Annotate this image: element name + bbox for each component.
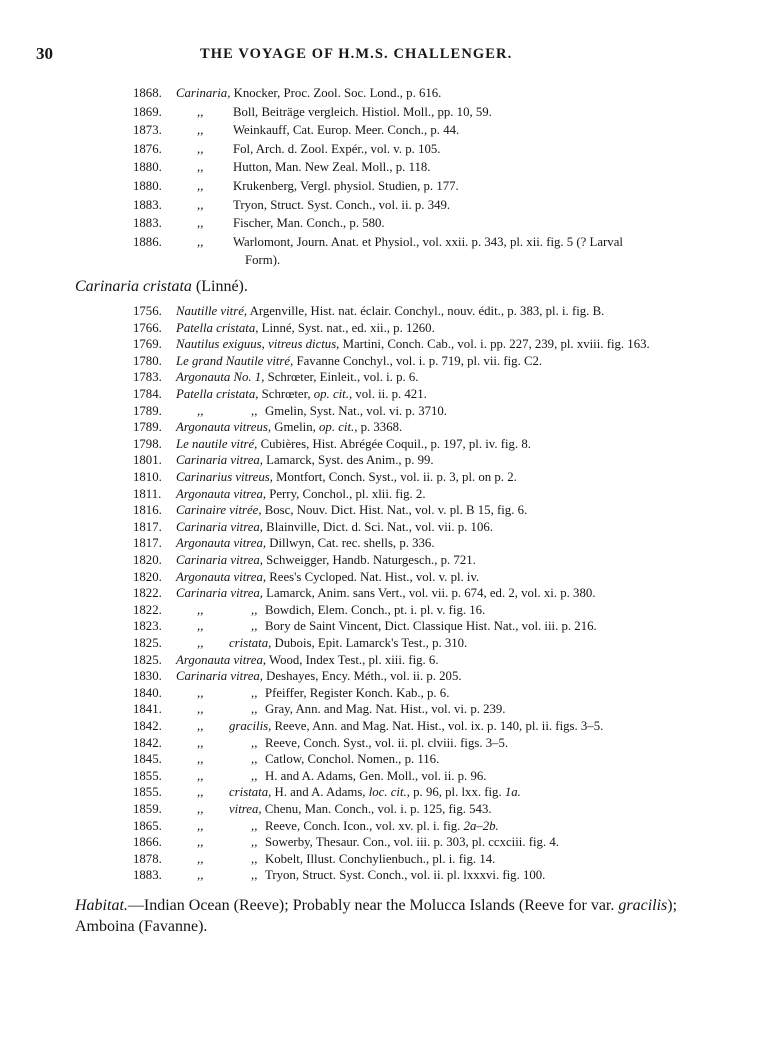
citation-text: Sowerby, Thesaur. Con., vol. iii. p. 303, pl. ccxciii. fig. 4. [265, 835, 559, 850]
reference-citation [265, 602, 485, 619]
reference-citation [265, 685, 449, 702]
ditto-mark: ,, [197, 868, 204, 883]
ditto-mark: ,, [197, 234, 204, 249]
reference-year: 1780. [133, 353, 162, 368]
citation-text: Knocker, Proc. Zool. Soc. Lond., p. 616. [230, 86, 442, 100]
reference-citation [176, 535, 435, 552]
page-number: 30 [36, 44, 53, 63]
ditto-mark: ,, [197, 768, 204, 783]
reference-year: 1822. [133, 586, 162, 601]
taxon-name: op. cit. [313, 387, 349, 401]
reference-year: 1798. [133, 436, 162, 451]
citation-text: Rees's Cycloped. Nat. Hist., vol. v. pl. iv. [266, 569, 480, 584]
citation-continuation: Form). [245, 253, 281, 268]
citation-text: Catlow, Conchol. Nomen., p. 116. [265, 752, 440, 767]
reference-citation [265, 701, 506, 718]
habitat-text: —Indian Ocean (Reeve); Probably near the Molucca Islands (Reeve for var. [127, 897, 619, 914]
reference-citation [176, 452, 434, 469]
taxon-name: Carinaire vitrée, [176, 503, 262, 518]
habitat-paragraph [75, 895, 715, 937]
ditto-mark: ,, [251, 768, 258, 783]
reference-year: 1841. [133, 702, 162, 717]
citation-text: Krukenberg, Vergl. physiol. Studien, p. 177. [233, 179, 459, 193]
reference-year: 1822. [133, 602, 162, 617]
taxon-name: 2a–2b. [463, 818, 499, 833]
reference-year: 1859. [133, 802, 162, 816]
reference-citation [176, 668, 462, 685]
reference-year: 1820. [133, 569, 162, 584]
reference-year: 1878. [133, 851, 162, 866]
reference-year: 1883. [133, 216, 162, 231]
ditto-mark: ,, [197, 802, 204, 816]
reference-citation [233, 104, 492, 121]
citation-text: Linné, Syst. nat., ed. xii., p. 1260. [258, 320, 435, 335]
taxon-name: 1a. [504, 785, 521, 800]
reference-year: 1876. [133, 141, 162, 156]
reference-year: 1868. [133, 86, 162, 100]
ditto-mark: ,, [197, 636, 204, 650]
taxon-name: Le nautile vitré, [176, 436, 258, 451]
reference-citation [233, 234, 623, 251]
reference-year: 1825. [133, 636, 162, 650]
reference-year: 1855. [133, 785, 162, 800]
ditto-mark: ,, [251, 619, 258, 634]
reference-year: 1840. [133, 685, 162, 700]
reference-year: 1845. [133, 752, 162, 767]
habitat-variety: gracilis [618, 897, 668, 914]
taxon-name: Nautille vitré, [176, 304, 248, 318]
citation-text: Perry, Conchol., pl. xlii. fig. 2. [266, 486, 426, 501]
ditto-mark: ,, [251, 835, 258, 850]
reference-year: 1784. [133, 387, 162, 401]
taxon-name: Argonauta vitrea, [176, 536, 267, 551]
species-heading [75, 278, 248, 296]
reference-citation [233, 197, 450, 214]
reference-citation [176, 419, 402, 436]
reference-citation [265, 834, 559, 851]
species-name: Carinaria cristata [75, 278, 192, 295]
citation-text: Lamarck, Anim. sans Vert., vol. vii. p. 674, ed. 2, vol. xi. p. 380. [262, 586, 596, 601]
ditto-mark: ,, [251, 851, 258, 866]
running-title: THE VOYAGE OF H.M.S. CHALLENGER. [200, 46, 513, 62]
ditto-mark: ,, [251, 702, 258, 717]
taxon-name: vitrea, [229, 802, 262, 816]
citation-text: Schrœter, [258, 387, 314, 401]
ditto-mark: ,, [251, 868, 258, 883]
reference-citation [176, 85, 441, 102]
reference-citation [176, 369, 419, 386]
citation-text: Schweigger, Handb. Naturgesch., p. 721. [262, 553, 476, 567]
reference-year: 1886. [133, 234, 162, 249]
ditto-mark: ,, [251, 602, 258, 617]
reference-citation [233, 215, 385, 232]
taxon-name: Argonauta No. 1, [176, 370, 265, 385]
ditto-mark: ,, [197, 179, 204, 193]
reference-citation [176, 486, 426, 503]
citation-text: Warlomont, Journ. Anat. et Physiol., vol. xxii. p. 343, pl. xii. fig. 5 (? Larval [233, 234, 623, 249]
citation-text: Argenville, Hist. nat. éclair. Conchyl., nouv. édit., p. 383, pl. i. fig. B. [247, 304, 605, 318]
taxon-name: Carinarius vitreus, [176, 470, 273, 484]
ditto-mark: ,, [197, 197, 204, 212]
reference-year: 1830. [133, 669, 162, 684]
reference-citation [176, 336, 650, 353]
reference-citation [176, 652, 439, 669]
citation-text: Reeve, Ann. and Mag. Nat. Hist., vol. ix. p. 140, pl. ii. figs. 3–5. [271, 719, 604, 733]
citation-text: Reeve, Conch. Syst., vol. ii. pl. clviii. figs. 3–5. [265, 735, 509, 750]
ditto-mark: ,, [197, 752, 204, 767]
citation-text: Dillwyn, Cat. rec. shells, p. 336. [266, 536, 435, 551]
citation-text: Fischer, Man. Conch., p. 580. [233, 216, 385, 231]
reference-year: 1820. [133, 553, 162, 567]
taxon-name: cristata, [229, 785, 272, 800]
citation-text: Favanne Conchyl., vol. i. p. 719, pl. vii. fig. C2. [293, 353, 543, 368]
ditto-mark: ,, [251, 403, 258, 418]
citation-text: Martini, Conch. Cab., vol. i. pp. 227, 239, pl. xviii. fig. 163. [339, 337, 650, 352]
citation-text: Gray, Ann. and Mag. Nat. Hist., vol. vi. p. 239. [265, 702, 506, 717]
taxon-name: Patella cristata, [176, 387, 259, 401]
ditto-mark: ,, [197, 403, 204, 418]
taxon-name: loc. cit. [368, 785, 407, 800]
reference-citation [265, 818, 499, 835]
reference-year: 1823. [133, 619, 162, 634]
reference-citation [229, 635, 467, 652]
ditto-mark: ,, [197, 719, 204, 733]
citation-text: Bosc, Nouv. Dict. Hist. Nat., vol. v. pl. B 15, fig. 6. [261, 503, 528, 518]
reference-citation [176, 552, 476, 569]
reference-year: 1880. [133, 179, 162, 193]
citation-text: Bowdich, Elem. Conch., pt. i. pl. v. fig. 16. [265, 602, 486, 617]
reference-citation [176, 353, 542, 370]
taxon-name: Argonauta vitrea, [176, 652, 267, 667]
ditto-mark: ,, [197, 141, 204, 156]
citation-text: Blainville, Dict. d. Sci. Nat., vol. vii. p. 106. [262, 519, 493, 534]
reference-citation [233, 141, 440, 158]
reference-year: 1783. [133, 370, 162, 385]
reference-year: 1810. [133, 470, 162, 484]
reference-citation [265, 751, 439, 768]
reference-citation [176, 386, 427, 403]
reference-year: 1817. [133, 536, 162, 551]
citation-text: Tryon, Struct. Syst. Conch., vol. ii. p. 349. [233, 197, 451, 212]
ditto-mark: ,, [197, 123, 204, 138]
reference-citation [229, 801, 492, 818]
reference-year: 1869. [133, 104, 162, 119]
reference-citation [265, 735, 508, 752]
species-author: (Linné). [191, 278, 248, 295]
reference-citation [233, 178, 459, 195]
citation-text: , p. 96, pl. lxx. fig. [406, 785, 505, 800]
citation-text: Gmelin, [271, 420, 320, 435]
reference-citation [233, 159, 431, 176]
reference-citation [176, 585, 595, 602]
reference-citation [176, 436, 531, 453]
taxon-name: Argonauta vitrea, [176, 486, 267, 501]
reference-year: 1865. [133, 818, 162, 833]
reference-year: 1801. [133, 453, 162, 468]
citation-text: Lamarck, Syst. des Anim., p. 99. [262, 453, 434, 468]
ditto-mark: ,, [197, 818, 204, 833]
ditto-mark: ,, [197, 104, 204, 119]
reference-year: 1811. [133, 486, 162, 501]
citation-text: Kobelt, Illust. Conchylienbuch., pl. i. fig. 14. [265, 851, 496, 866]
reference-citation [233, 122, 459, 139]
reference-citation [265, 851, 495, 868]
reference-citation [176, 469, 517, 486]
citation-text: Wood, Index Test., pl. xiii. fig. 6. [266, 652, 439, 667]
citation-text: Weinkauff, Cat. Europ. Meer. Conch., p. 44. [233, 123, 460, 138]
reference-citation [265, 618, 597, 635]
reference-year: 1842. [133, 719, 162, 733]
taxon-name: gracilis, [229, 719, 272, 733]
citation-text: , p. 3368. [354, 420, 403, 435]
citation-text: Pfeiffer, Register Konch. Kab., p. 6. [265, 685, 450, 700]
citation-text: H. and A. Adams, Gen. Moll., vol. ii. p. 96. [265, 768, 487, 783]
taxon-name: Nautilus exiguus, vitreus dictus, [176, 337, 340, 352]
citation-text: Hutton, Man. New Zeal. Moll., p. 118. [233, 160, 431, 175]
citation-text: Tryon, Struct. Syst. Conch., vol. ii. pl. lxxxvi. fig. 100. [265, 868, 546, 883]
reference-year: 1883. [133, 868, 162, 883]
taxon-name: Carinaria vitrea, [176, 553, 263, 567]
reference-citation [176, 320, 435, 337]
citation-text: Gmelin, Syst. Nat., vol. vi. p. 3710. [265, 403, 447, 418]
taxon-name: Argonauta vitrea, [176, 569, 267, 584]
taxon-name: Carinaria vitrea, [176, 519, 263, 534]
ditto-mark: ,, [197, 160, 204, 175]
citation-text: Dubois, Epit. Lamarck's Test., p. 310. [271, 636, 468, 650]
ditto-mark: ,, [251, 752, 258, 767]
taxon-name: Carinaria, [176, 86, 231, 100]
reference-citation [229, 784, 521, 801]
citation-text: Deshayes, Ency. Méth., vol. ii. p. 205. [262, 669, 462, 684]
ditto-mark: ,, [197, 685, 204, 700]
habitat-text-end: ); Amboina (Favanne). [75, 897, 678, 935]
taxon-name: Le grand Nautile vitré, [176, 353, 294, 368]
reference-year: 1817. [133, 519, 162, 534]
ditto-mark: ,, [197, 702, 204, 717]
reference-citation [265, 867, 545, 884]
taxon-name: Argonauta vitreus, [176, 420, 272, 435]
reference-year: 1880. [133, 160, 162, 175]
reference-year: 1873. [133, 123, 162, 138]
taxon-name: Patella cristata, [176, 320, 259, 335]
ditto-mark: ,, [251, 818, 258, 833]
citation-text: Cubières, Hist. Abrégée Coquil., p. 197, pl. iv. fig. 8. [257, 436, 531, 451]
reference-year: 1842. [133, 735, 162, 750]
reference-year: 1789. [133, 403, 162, 418]
taxon-name: cristata, [229, 636, 272, 650]
habitat-label: Habitat. [75, 897, 128, 914]
reference-year: 1883. [133, 197, 162, 212]
reference-citation [176, 569, 479, 586]
ditto-mark: ,, [197, 619, 204, 634]
reference-year: 1816. [133, 503, 162, 518]
reference-citation [176, 303, 604, 320]
reference-year: 1766. [133, 320, 162, 335]
reference-year: 1825. [133, 652, 162, 667]
taxon-name: Carinaria vitrea, [176, 453, 263, 468]
citation-text: Boll, Beiträge vergleich. Histiol. Moll., pp. 10, 59. [233, 104, 492, 119]
ditto-mark: ,, [251, 685, 258, 700]
reference-year: 1855. [133, 768, 162, 783]
reference-citation [229, 718, 603, 735]
taxon-name: op. cit. [319, 420, 355, 435]
ditto-mark: ,, [197, 851, 204, 866]
citation-text: Reeve, Conch. Icon., vol. xv. pl. i. fig. [265, 818, 464, 833]
citation-text: H. and A. Adams, [271, 785, 369, 800]
reference-year: 1789. [133, 420, 162, 435]
ditto-mark: ,, [251, 735, 258, 750]
taxon-name: Carinaria vitrea, [176, 586, 263, 601]
reference-year: 1756. [133, 304, 162, 318]
citation-text: Fol, Arch. d. Zool. Expér., vol. v. p. 105. [233, 141, 441, 156]
citation-text: Schrœter, Einleit., vol. i. p. 6. [264, 370, 419, 385]
ditto-mark: ,, [197, 602, 204, 617]
reference-year: 1866. [133, 835, 162, 850]
citation-text: , vol. ii. p. 421. [348, 387, 427, 401]
citation-text: Montfort, Conch. Syst., vol. ii. p. 3, pl. on p. 2. [272, 470, 517, 484]
reference-year: 1769. [133, 337, 162, 352]
ditto-mark: ,, [197, 735, 204, 750]
citation-text: Chenu, Man. Conch., vol. i. p. 125, fig. 543. [261, 802, 492, 816]
ditto-mark: ,, [197, 216, 204, 231]
reference-citation [176, 502, 527, 519]
reference-citation [265, 403, 447, 420]
citation-text: Bory de Saint Vincent, Dict. Classique Hist. Nat., vol. iii. p. 216. [265, 619, 597, 634]
ditto-mark: ,, [197, 835, 204, 850]
reference-citation [176, 519, 493, 536]
taxon-name: Carinaria vitrea, [176, 669, 263, 684]
ditto-mark: ,, [197, 785, 204, 800]
reference-citation [265, 768, 486, 785]
